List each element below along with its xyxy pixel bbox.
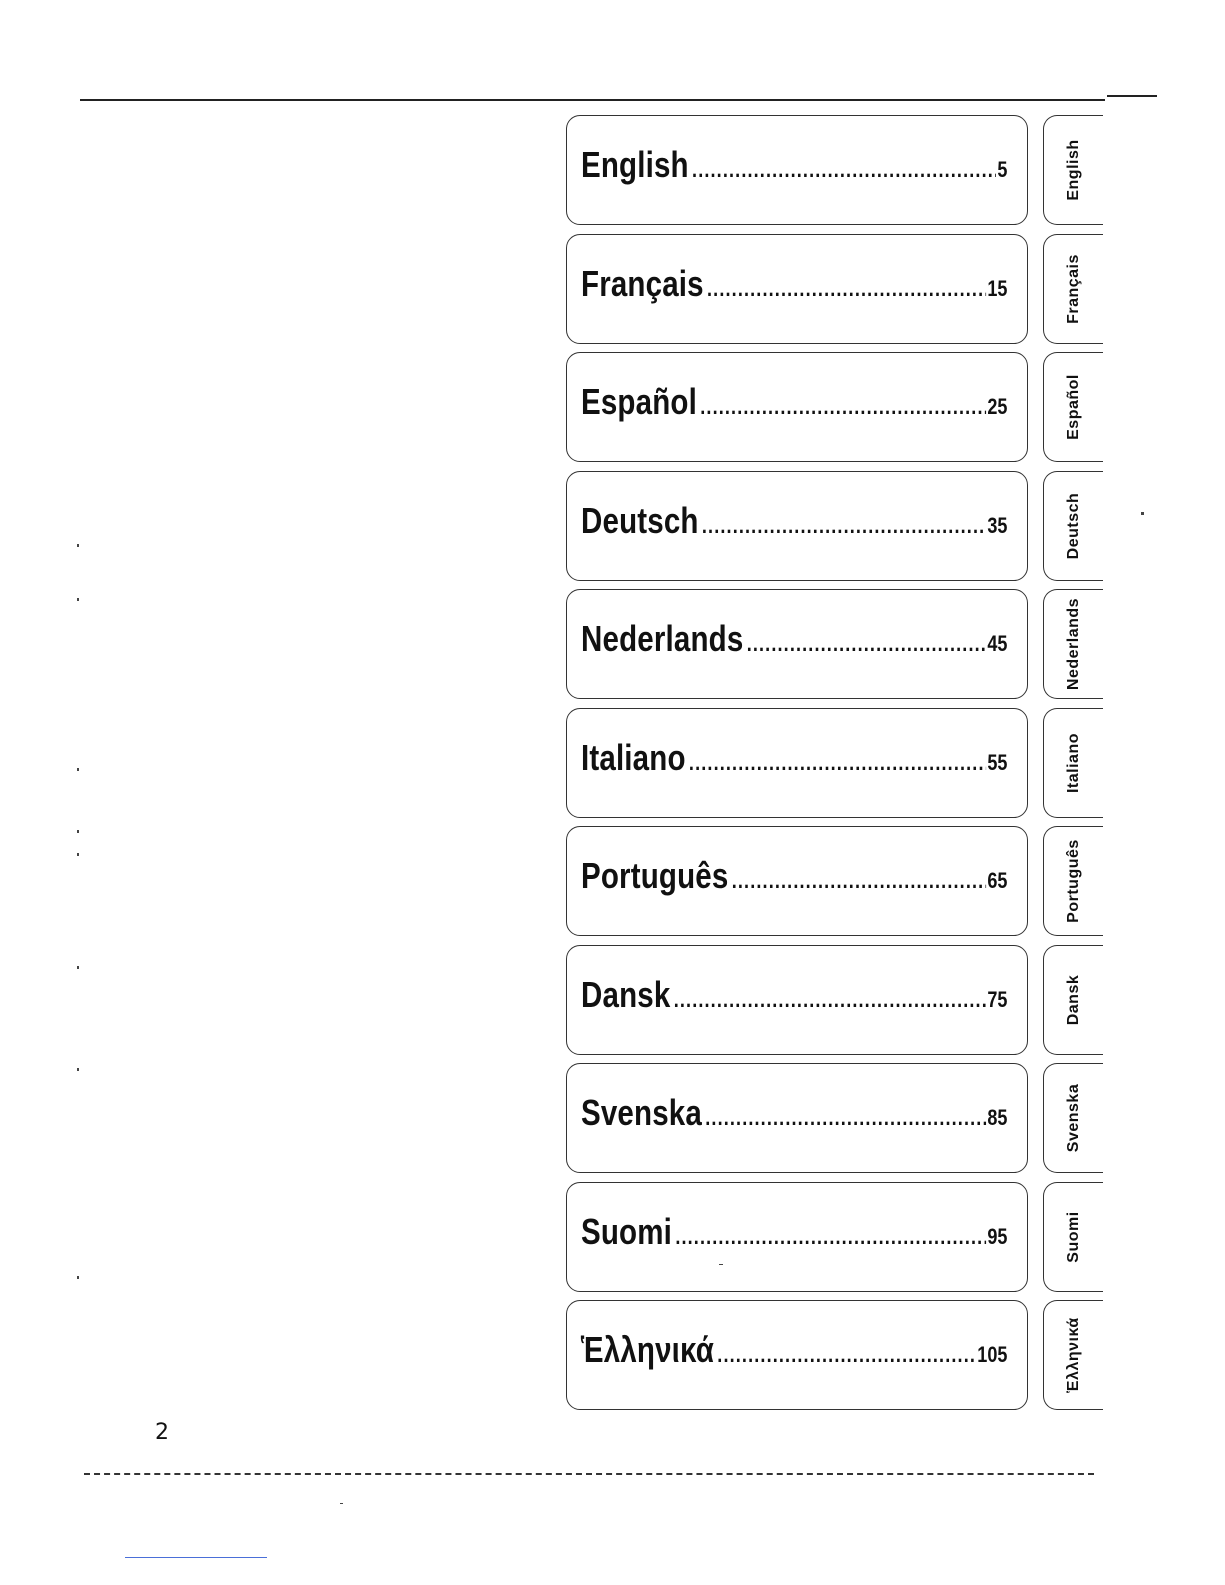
contents-entry-espanol[interactable]	[566, 352, 1028, 462]
entry-title: Español	[581, 381, 697, 422]
dot-leader	[692, 157, 996, 183]
entry-title: Português	[581, 855, 729, 896]
scan-speck	[77, 544, 79, 547]
tab-greek[interactable]	[1043, 1300, 1103, 1410]
entry-label	[581, 737, 1007, 783]
contents-entry-svenska[interactable]	[566, 1063, 1028, 1173]
top-rule	[80, 99, 1105, 101]
tab-label: Ἑλληνικά	[1064, 1317, 1082, 1393]
dot-leader	[689, 750, 986, 776]
dot-leader	[705, 1105, 985, 1131]
dot-leader	[747, 631, 986, 657]
tab-svenska[interactable]	[1043, 1063, 1103, 1173]
contents-entry-portugues[interactable]	[566, 826, 1028, 936]
entry-title: Italiano	[581, 736, 686, 778]
entry-label	[581, 263, 1007, 309]
entry-title: Dansk	[581, 973, 671, 1015]
tab-nederlands[interactable]	[1043, 589, 1103, 699]
scan-speck	[77, 830, 79, 833]
tab-dansk[interactable]	[1043, 945, 1103, 1055]
tab-label: Español	[1064, 374, 1082, 440]
entry-page-number: 65	[987, 868, 1008, 893]
entry-page-number: 55	[987, 749, 1008, 775]
dot-leader	[717, 1342, 975, 1368]
entry-page-number: 45	[987, 631, 1008, 656]
entry-title: Deutsch	[581, 499, 699, 541]
dot-leader	[707, 276, 986, 302]
entry-label	[581, 1092, 1007, 1138]
dot-leader	[700, 394, 985, 420]
tab-label: Svenska	[1064, 1083, 1082, 1153]
dot-leader	[732, 868, 986, 894]
scan-speck	[77, 768, 79, 771]
tab-label: Português	[1064, 839, 1082, 923]
tab-italiano[interactable]	[1043, 708, 1103, 818]
tab-label: Français	[1064, 253, 1082, 324]
top-rule-right	[1107, 95, 1157, 97]
entry-page-number: 35	[987, 512, 1008, 538]
entry-title: Svenska	[581, 1092, 702, 1133]
entry-title: Ἑλληνικά	[581, 1329, 715, 1370]
entry-page-number: 25	[987, 394, 1008, 419]
contents-entry-italiano[interactable]	[566, 708, 1028, 818]
entry-page-number: 105	[977, 1342, 1008, 1367]
entry-page-number: 75	[987, 986, 1008, 1012]
entry-page-number: 15	[987, 275, 1008, 301]
entry-page-number: 5	[997, 157, 1008, 182]
tab-francais[interactable]	[1043, 234, 1103, 344]
scan-speck	[340, 1503, 343, 1504]
tab-label: Italiano	[1064, 732, 1082, 793]
dot-leader	[674, 987, 986, 1013]
scan-speck	[719, 1264, 723, 1265]
entry-page-number: 95	[987, 1223, 1008, 1249]
scan-speck	[77, 966, 79, 969]
contents-entry-dansk[interactable]	[566, 945, 1028, 1055]
entry-title: English	[581, 144, 689, 185]
scan-speck	[77, 598, 79, 601]
contents-entry-english[interactable]	[566, 115, 1028, 225]
tab-suomi[interactable]	[1043, 1182, 1103, 1292]
tab-deutsch[interactable]	[1043, 471, 1103, 581]
language-tabs	[1043, 115, 1103, 1419]
tab-espanol[interactable]	[1043, 352, 1103, 462]
contents-list	[566, 115, 1028, 1419]
entry-label	[581, 500, 1007, 546]
entry-page-number: 85	[987, 1105, 1008, 1130]
entry-title: Français	[581, 262, 704, 304]
entry-label	[581, 855, 1007, 901]
contents-entry-deutsch[interactable]	[566, 471, 1028, 581]
entry-label	[581, 144, 1007, 190]
scan-speck	[1141, 512, 1144, 515]
scan-speck	[77, 1276, 79, 1279]
tab-portugues[interactable]	[1043, 826, 1103, 936]
contents-entry-nederlands[interactable]	[566, 589, 1028, 699]
contents-entry-greek[interactable]	[566, 1300, 1028, 1410]
tab-label: Deutsch	[1064, 492, 1082, 559]
tab-label: Suomi	[1064, 1210, 1082, 1263]
scan-speck	[77, 1068, 79, 1071]
page-number: 2	[155, 1420, 169, 1445]
dot-leader	[702, 513, 986, 539]
tab-label: Nederlands	[1064, 597, 1082, 691]
entry-label	[581, 618, 1007, 664]
bottom-link-rule	[125, 1557, 267, 1558]
entry-title: Suomi	[581, 1210, 673, 1252]
entry-label	[581, 1211, 1007, 1257]
scan-speck	[77, 853, 79, 856]
dot-leader	[675, 1224, 985, 1250]
entry-label	[581, 974, 1007, 1020]
contents-entry-francais[interactable]	[566, 234, 1028, 344]
entry-label	[581, 381, 1007, 427]
entry-title: Nederlands	[581, 618, 744, 659]
tab-label: English	[1064, 139, 1082, 201]
bottom-rule	[84, 1473, 1094, 1475]
contents-entry-suomi[interactable]	[566, 1182, 1028, 1292]
tab-label: Dansk	[1064, 974, 1082, 1025]
entry-label	[581, 1329, 1007, 1375]
tab-english[interactable]	[1043, 115, 1103, 225]
